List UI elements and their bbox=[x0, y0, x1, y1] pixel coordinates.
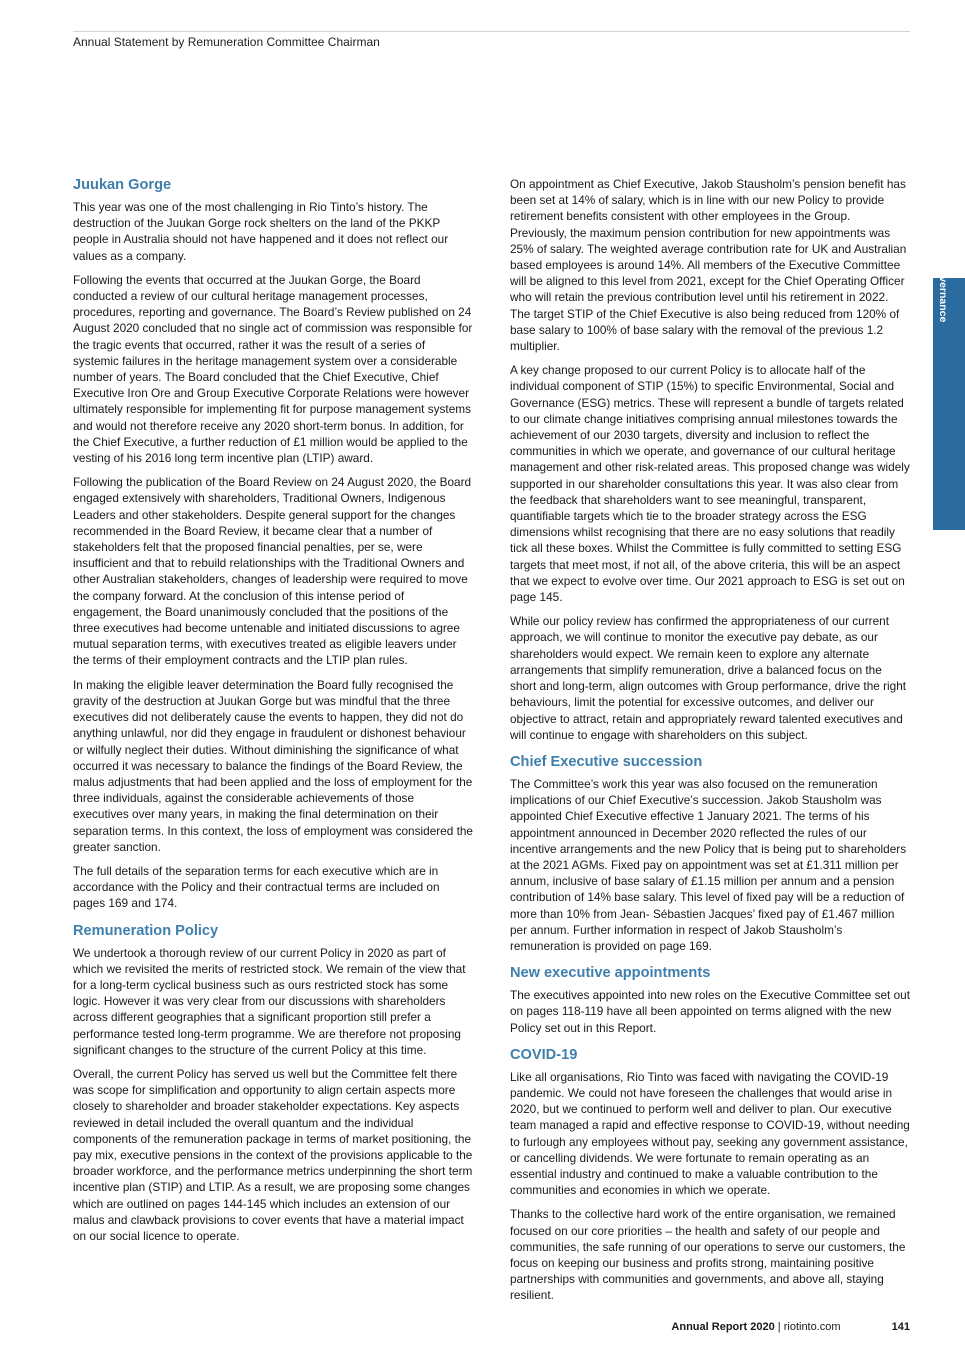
heading-chief-executive-succession: Chief Executive succession bbox=[510, 753, 703, 770]
heading-covid-19: COVID-19 bbox=[510, 1046, 578, 1063]
paragraph: Overall, the current Policy has served us well but the Committee felt there was scope for simplification and opportunity to align certain aspects more closely to shareholder and broader stakeholder expectations. Key aspects reviewed in detail included the overall quantum and the individual components of the remuneration package in terms of market positioning, the pay mix, executive pensions in the context of the provisions applicable to the broader workforce, and the performance metrics underpinning the short term incentive plan (STIP) and LTIP. As a result, we are proposing some changes which are outlined on pages 144-145 which includes an extension of our malus and clawback provisions to cover events that have a material impact on our social licence to operate. bbox=[73, 1066, 473, 1243]
paragraph: The full details of the separation terms for each executive which are in accordance with the Policy and their contractual terms are included on pages 169 and 174. bbox=[73, 863, 440, 911]
footer-report-title: Annual Report 2020 bbox=[671, 1321, 775, 1333]
heading-juukan-gorge: Juukan Gorge bbox=[73, 177, 172, 193]
paragraph: Following the publication of the Board Review on 24 August 2020, the Board engaged extensively with shareholders, Traditional Owners, Indigenous Leaders and other stakeholders. Despite general support for the changes recommended in the Board Review, it became clear that a number of stakeholders felt that the proposed financial penalties, per se, were insufficient and that to rebuild relationships with the Traditional Owners and other Australian stakeholders, changes of leadership were required to move the company forward. At the conclusion of this intense period of engagement, the Board unanimously concluded that the positions of the three executives had become untenable and initiated discussions to agree mutual separation terms, with executives treated as eligible leavers under the terms of their employment contracts and the LTIP plan rules. bbox=[73, 475, 472, 668]
heading-new-executive-appointments: New executive appointments bbox=[510, 965, 711, 982]
paragraph: The executives appointed into new roles on the Executive Committee set out on pages 118-119 have all been appointed on terms aligned with the new Policy set out in this Report. bbox=[510, 988, 911, 1035]
paragraph: We undertook a thorough review of our current Policy in 2020 as part of which we revisited the merits of restricted stock. We remain of the view that for a long-term cyclical business such as ours restricted stock has some logic. However it was very clear from our discussions with shareholders across different geographies that a significant proportion still prefer a performance tested long-term programme. We are therefore not proposing significant changes to the structure of the current Policy at this time. bbox=[73, 945, 466, 1057]
page-header: Annual Statement by Remuneration Committee Chairman bbox=[73, 35, 380, 49]
section-tab[interactable] bbox=[933, 261, 965, 530]
footer-separator: | bbox=[777, 1321, 781, 1333]
paragraph: In making the eligible leaver determination the Board fully recognised the gravity of the destruction at Juukan Gorge but was mindful that the three executives did not deliberately cause the events to happen, they did not do anything unlawful, nor did they engage in fraudulent or dishonest behaviour or wilfully neglect their duties. Without diminishing the significance of what occurred it was necessary to balance the findings of the Board Review, the malus adjustments that had been applied and the loss of employment for the three individuals, against the considerable achievements of those executives over many years, in making the final determination on their separation terms. In this context, the loss of employment was considered the greater sanction. bbox=[73, 677, 473, 854]
paragraph: A key change proposed to our current Policy is to allocate half of the individual component of STIP (15%) to specific Environmental, Social and Governance (ESG) metrics. These will represent a bundle of targets related to our climate change initiatives comprising annual milestones towards the achievement of our 2030 targets, diversity and inclusion to reflect the communities in which we operate, and governance of our cultural heritage management and other risk-related areas. This proposed change was widely supported in our shareholder consultations this year. It was also clear from the feedback that shareholders want to see meaningful, transparent, quantifiable targets which tie to the broader strategy across the ESG dimensions whilst recognising that there are no easy solutions that readily tick all these boxes. Whilst the Committee is fully committed to setting ESG targets that meet most, if not all, of the above criteria, this will be an aspect that we expect to evolve over time. Our 2021 approach to ESG is set out on page 145. bbox=[510, 363, 910, 605]
paragraph: Like all organisations, Rio Tinto was faced with navigating the COVID-19 pandemic. We could not have foreseen the challenges that would arise in 2020, but we continued to perform well and deliver to plan. Our executive team managed a rapid and effective response to COVID-19, without needing to furlough any employees without pay, seeking any government assistance, or cancelling dividends. We were fortunate to remain operating as an essential industry and continued to make a valuable contribution to the communities and economies in which we operate. bbox=[510, 1069, 910, 1198]
section-tab-label: Governance bbox=[937, 261, 949, 323]
paragraph: Following the events that occurred at the Juukan Gorge, the Board conducted a review of our cultural heritage management processes, procedures, reporting and governance. The Board’s Review published on 24 August 2020 concluded that no single act of commission was responsible for the tragic events that occurred, rather it was the result of a series of systemic failures in the heritage management system over a considerable number of years. The Board concluded that the Chief Executive, Chief Executive Iron Ore and Group Executive Corporate Relations were however ultimately responsible for implementing fit for purpose management systems and would not therefore receive any 2020 short-term bonus. In addition, for the Chief Executive, a further reduction of £1 million would be applied to the vesting of his 2016 long term incentive plan (LTIP) award. bbox=[73, 272, 473, 466]
heading-remuneration-policy: Remuneration Policy bbox=[73, 922, 219, 939]
paragraph: On appointment as Chief Executive, Jakob Stausholm’s pension benefit has been set at 14% of salary, which is in line with our new Policy to provide retirement benefits consistent with other employees in the Group. Previously, the maximum pension contribution for new appointments was 25% of salary. The weighted average contribution rate for UK and Australian based employees is around 14%. All members of the Executive Committee will be aligned to this level from 2021, except for the Chief Operating Officer who will retain the previous contribution level until his retirement in 2022. The target STIP of the Chief Executive is also being reduced from 120% of base salary to 100% of base salary with the removal of the previous 1.2 multiplier. bbox=[510, 177, 907, 354]
left-column bbox=[73, 176, 473, 1252]
paragraph: While our policy review has confirmed the appropriateness of our current approach, we will continue to monitor the executive pay debate, as our shareholders would expect. We remain keen to explore any alternate arrangements that simplify remuneration, drive a balanced focus on the short and long-term, align outcomes with Group performance, drive the right behaviours, limit the potential for excessive outcomes, and deliver our objective to attract, retain and appropriately reward talented executives and will continue to engage with shareholders on this subject. bbox=[510, 614, 907, 742]
footer-site-link[interactable]: riotinto.com bbox=[783, 1321, 841, 1333]
header-rule bbox=[73, 31, 910, 32]
page-number: 141 bbox=[891, 1321, 910, 1333]
right-column bbox=[510, 176, 910, 1312]
paragraph: Thanks to the collective hard work of the entire organisation, we remained focused on our core priorities – the health and safety of our people and communities, the safe running of our operations to serve our customers, the focus on keeping our business and profits strong, maintaining positive partnerships with communities and governments, and above all, staying resilient. bbox=[510, 1207, 906, 1303]
page-footer bbox=[671, 1321, 910, 1333]
paragraph: The Committee’s work this year was also focused on the remuneration implications of our Chief Executive’s succession. Jakob Stausholm was appointed Chief Executive effective 1 January 2021. The terms of his appointment announced in December 2020 reflected the rules of our incentive arrangements and the new Policy that is being put to shareholders at the 2021 AGMs. Fixed pay on appointment was set at £1.311 million per annum, inclusive of base salary of £1.15 million per annum and a pension contribution of 14% base salary. This level of fixed pay will be a reduction of more than 10% from Jean- Sébastien Jacques’ fixed pay of £1.467 million per annum. Further information in respect of Jakob Stausholm’s remuneration is provided on page 169. bbox=[510, 776, 907, 953]
paragraph: This year was one of the most challenging in Rio Tinto’s history. The destruction of the Juukan Gorge rock shelters on the land of the PKKP people in Australia should not have happened and it does not reflect our values as a company. bbox=[73, 200, 449, 263]
